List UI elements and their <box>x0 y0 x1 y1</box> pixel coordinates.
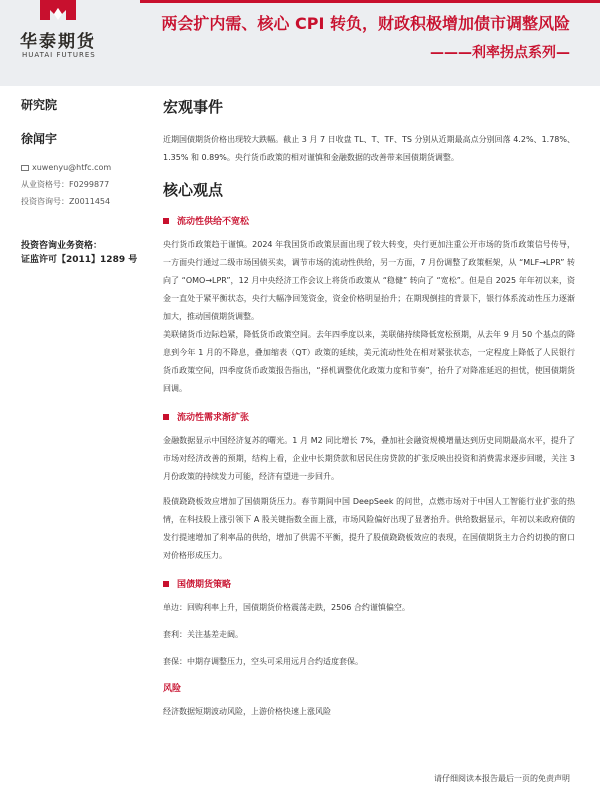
section-title: 国债期货策略 <box>177 580 232 590</box>
footer-disclaimer: 请仔细阅读本报告最后一页的免责声明 <box>434 774 570 783</box>
paragraph: 金融数据显示中国经济复苏的曙光。1 月 M2 同比增长 7%，叠加社会融资规模增量达到历史同期最高水平，提升了市场对经济改善的预期，结构上看，企业中长期贷款和居民住房贷款的扩张反映出投资和消费需求逐步回暖，关注 3 月份政策的持续发力可能，经济有望进一步回升。 <box>163 436 575 481</box>
paragraph: 股债跷跷板效应增加了国债期货压力。春节期间中国 DeepSeek 的问世，点燃市场对于中国人工智能行业扩张的热情，在科技股上涨引领下 A 股关键指数全面上涨，市场风险偏好出现了显著抬升。供给数据显示，年初以来政府债的发行提速增加了利率品的供给，增加了供需不平衡，提升了股债跷跷板效应的表现，在国债期货主力合约切换的窗口对价格形成压力。 <box>163 497 575 560</box>
license-title: 投资咨询业务资格： <box>21 241 103 251</box>
mail-icon <box>21 165 29 171</box>
analyst-email[interactable]: xuwenyu@htfc.com <box>32 163 112 172</box>
section-bullet-icon <box>163 218 169 224</box>
logo-english-name: HUATAI FUTURES <box>22 51 96 59</box>
strategy-hedging: 套保：中期存调整压力，空头可采用远月合约适度套保。 <box>163 657 363 666</box>
paragraph: 央行货币政策趋于谨慎。2024 年我国货币政策层面出现了较大转变，央行更加注重公开市场的货币政策信号传导，一方面央行通过二级市场国债买卖，调节市场的流动性供给，另一方面，7 月份调整了政策框架，从 “MLF→LPR” 转向了 “OMO→LPR”，12 月中央经济工作会议上将货币政策从 “稳健” 转向了 “宽松”。但是自 2025 年年初以来，资金一直处于紧平衡状态，央行大幅净回笼资金，资金价格明显抬升；在期现倒挂的背景下，银行体系流动性压力逐渐加大，推动国债期货调整。 <box>163 240 575 321</box>
series-title: ———利率拐点系列— <box>430 45 570 61</box>
logo-chinese-name: 华泰期货 <box>20 32 96 52</box>
main-content <box>163 96 575 721</box>
analyst-name: 徐闻宇 <box>21 132 58 146</box>
consulting-number: 投资咨询号：Z0011454 <box>21 197 111 206</box>
section-bullet-icon <box>163 581 169 587</box>
section-title: 流动性需求渐扩张 <box>177 413 250 423</box>
section-title: 流动性供给不宽松 <box>177 217 250 227</box>
license-number: 证监许可【2011】1289 号 <box>21 255 138 265</box>
company-logo <box>14 0 124 70</box>
logo-mark-icon <box>40 0 76 22</box>
paragraph: 美联储货币边际趋紧，降低货币政策空间。去年四季度以来，美联储持续降低宽松预期，从去年 9 月 50 个基点的降息到今年 1 月的不降息，叠加缩表（QT）政策的延续，美元流动性处在相对紧张状态，一定程度上降低了人民银行货币政策空间，四季度货币政策报告指出，“择机调整优化政策力度和节奏”，抬升了对降准延迟的担忧，使国债期货回调。 <box>163 330 575 393</box>
strategy-arbitrage: 套利：关注基差走阔。 <box>163 630 243 639</box>
section-bullet-icon <box>163 414 169 420</box>
report-header <box>0 0 600 86</box>
core-views-heading: 核心观点 <box>163 181 224 199</box>
section-heading-liquidity-supply <box>163 214 575 227</box>
header-accent-rule <box>140 0 600 3</box>
section-heading-strategy <box>163 577 575 590</box>
macro-events-heading: 宏观事件 <box>163 98 224 116</box>
qualification-number: 从业资格号：F0299877 <box>21 180 110 189</box>
section-heading-liquidity-demand <box>163 410 575 423</box>
risk-heading <box>163 681 575 694</box>
analyst-email-row <box>21 159 146 176</box>
analyst-sidebar <box>21 96 146 267</box>
department: 研究院 <box>21 98 58 112</box>
risk-title: 风险 <box>163 684 182 694</box>
report-title: 两会扩内需、核心 CPI 转负，财政积极增加债市调整风险 <box>161 14 570 33</box>
strategy-directional: 单边：回购利率上升，国债期货价格震荡走跌，2506 合约谨慎偏空。 <box>163 603 410 612</box>
license-info <box>21 239 146 267</box>
macro-events-text: 近期国债期货价格出现较大跌幅。截止 3 月 7 日收盘 TL、T、TF、TS 分别从近期最高点分别回落 4.2%、1.78%、1.35% 和 0.89%。央行货币政策的相对谨慎和金融数据的改善带来国债期货调整。 <box>163 135 575 162</box>
risk-text: 经济数据短期波动风险，上游价格快速上涨风险 <box>163 707 331 716</box>
